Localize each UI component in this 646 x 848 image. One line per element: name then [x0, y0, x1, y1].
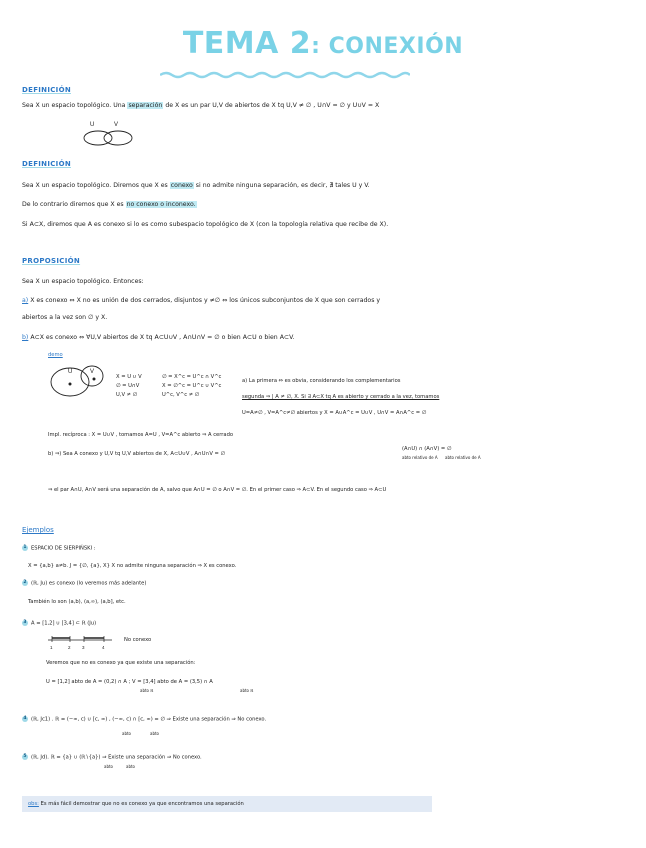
example-3-number-line [46, 633, 116, 651]
definition-2-line-3: Si A⊂X, diremos que A es conexo si lo es como subespacio topológico de X (con la topología relativa que recibe de X). [22, 221, 389, 228]
proof-col1-3: U,V ≠ ∅ [116, 392, 138, 398]
proposition-a-label: a) [22, 297, 29, 304]
def2-line1-before: Sea X un espacio topológico. Diremos que X es [22, 182, 168, 189]
example-1-line: X = {a,b} a≠b. J = {∅, {a}, X} X no admite ninguna separación ⇒ X es conexo. [28, 563, 237, 569]
examples-heading: Ejemplos [22, 526, 54, 534]
observation-label: obs: [28, 801, 39, 807]
definition-1-text [22, 102, 379, 110]
example-3-sub-1: abto ℝ [140, 688, 154, 693]
title-wave-underline [160, 64, 410, 83]
tick-label-2: 2 [68, 645, 71, 650]
def2-line2-highlight: no conexo o inconexo. [126, 201, 196, 208]
example-5-sub-1: abto [104, 764, 114, 769]
example-3-line-2: U = [1,2] abto de A = (0,2) ∩ A ; V = [3,4] abto de A = (3,5) ∩ A [46, 679, 213, 685]
example-3-title [22, 620, 96, 627]
proof-b-formula: (A∩U) ∩ (A∩V) = ∅ [402, 446, 452, 452]
example-2-number-icon: 2 [23, 580, 27, 585]
proof-col1-2: ∅ = U∩V [116, 383, 140, 389]
diagram-label-u: U [90, 122, 95, 128]
definition-heading-2: DEFINICIÓN [22, 160, 71, 168]
example-3-number-icon: 3 [23, 620, 27, 625]
proposition-heading: PROPOSICIÓN [22, 257, 81, 265]
definition-2-line-1 [22, 182, 370, 190]
proposition-intro: Sea X un espacio topológico. Entonces: [22, 278, 144, 285]
definition-heading-1: DEFINICIÓN [22, 86, 71, 94]
proof-col2-2: X = ∅^c = U^c ∪ V^c [162, 383, 222, 389]
proof-diag-label-u: U [68, 369, 73, 375]
proof-a-line-1: a) La primera ⇔ es obvia, considerando los complementarios [242, 378, 401, 384]
def1-text-after: de X es un par U,V de abiertos de X tq U,V ≠ ∅ , U∩V = ∅ y U∪V = X [165, 102, 380, 109]
example-1-number-icon: 1 [23, 545, 27, 550]
proposition-b-label: b) [22, 334, 29, 341]
example-3-note: No conexo [124, 637, 152, 643]
proof-col1-1: X = U ∪ V [116, 374, 142, 380]
example-5-sub-2: abto [126, 764, 136, 769]
example-4-sub-1: abto [122, 731, 132, 736]
proof-b-conclusion: ⇒ el par A∩U, A∩V será una separación de A, salvo que A∩U = ∅ o A∩V = ∅. En el primer caso ⇒ A⊂V. En el segundo caso ⇒ A⊂U [48, 487, 387, 493]
example-3-sub-2: abto ℝ [240, 688, 254, 693]
diagram-label-v: V [114, 122, 119, 128]
def1-text-before: Sea X un espacio topológico. Una [22, 102, 126, 109]
proposition-b-line [22, 334, 295, 342]
def2-line1-after: si no admite ninguna separación, es decir, ∄ tales U y V. [195, 182, 370, 189]
proof-diagram [48, 360, 108, 400]
proposition-b-text: A⊂X es conexo ⇔ ∀U,V abiertos de X tq A⊂U∪V , A∩U∩V = ∅ o bien A⊂U o bien A⊂V. [30, 334, 295, 341]
proposition-a-line-2: abiertos a la vez son ∅ y X. [22, 314, 108, 321]
example-3-line-1: Veremos que no es conexo ya que existe una separación: [46, 660, 196, 666]
example-4-text: (ℝ, Jc1) . ℝ = (−∞, c) ∪ [c, ∞) , (−∞, c) ∩ [c, ∞) = ∅ ⇒ Existe una separación ⇒ No conexo. [31, 716, 267, 723]
example-2-title [22, 580, 146, 587]
def2-line2-before: De lo contrario diremos que X es [22, 201, 124, 208]
proof-diag-label-v: V [90, 369, 95, 375]
proposition-a-text: X es conexo ⇔ X no es unión de dos cerrados, disjuntos y ≠∅ ⇔ los únicos subconjuntos de X que son cerrados y [30, 297, 381, 304]
def2-line1-highlight: conexo [170, 182, 193, 189]
separation-diagram [78, 118, 138, 148]
example-2-line: También lo son (a,b), (a,∞), (a,b], etc. [28, 599, 126, 605]
definition-2-line-2 [22, 201, 197, 209]
tick-label-1: 1 [50, 645, 53, 650]
example-5-text: (ℝ, Jd). ℝ = {a} ∪ (ℝ∖{a}) ⇒ Existe una separación ⇒ No conexo. [31, 754, 202, 761]
proof-b-sub-2: abto relativo de A [445, 455, 481, 460]
page-title [0, 26, 646, 61]
proof-reciprocal: Impl. recíproca : X = U∪V , tomamos A=U , V=A^c abierto ⇒ A cerrado [48, 432, 234, 438]
example-4 [22, 716, 266, 723]
proof-a-line-2: segunda ⇒ | A ≠ ∅, X. Si ∃ A⊂X tq A es abierto y cerrado a la vez, tomamos [242, 394, 440, 400]
example-1-title-text: ESPACIO DE SIERPIŃSKI : [31, 545, 96, 552]
example-3-title-text: A = [1,2] ∪ [3,4] ⊂ ℝ (Ju) [31, 620, 97, 627]
example-2-title-text: (ℝ, Ju) es conexo (lo veremos más adelante) [31, 580, 147, 587]
example-5 [22, 754, 202, 761]
proof-col2-1: ∅ = X^c = U^c ∩ V^c [162, 374, 222, 380]
def1-highlight: separación [128, 102, 163, 109]
example-4-number-icon: 4 [23, 716, 27, 721]
proof-b-sub-1: abto relativo de A [402, 455, 438, 460]
example-5-number-icon: 5 [23, 754, 27, 759]
proposition-a-line-1 [22, 297, 380, 305]
observation-body: Es más fácil demostrar que no es conexo ya que encontramos una separación [40, 801, 244, 807]
title-tail: : CONEXIÓN [311, 34, 464, 59]
proof-col2-3: U^c, V^c ≠ ∅ [162, 392, 200, 398]
example-1-title [22, 545, 96, 552]
title-main: TEMA 2 [182, 26, 312, 61]
observation-text [28, 801, 244, 808]
tick-label-4: 4 [102, 645, 105, 650]
example-4-sub-2: abto [150, 731, 160, 736]
proof-b-line: b) ⇒) Sea A conexo y U,V tq U,V abiertos de X, A⊂U∪V , A∩U∩V = ∅ [48, 451, 226, 457]
tick-label-3: 3 [82, 645, 85, 650]
proof-a-line-3: U=A≠∅ , V=A^c≠∅ abiertos y X = A∪A^c = U∪V , U∩V = A∩A^c = ∅ [242, 410, 427, 416]
demo-label: demo [48, 352, 63, 358]
